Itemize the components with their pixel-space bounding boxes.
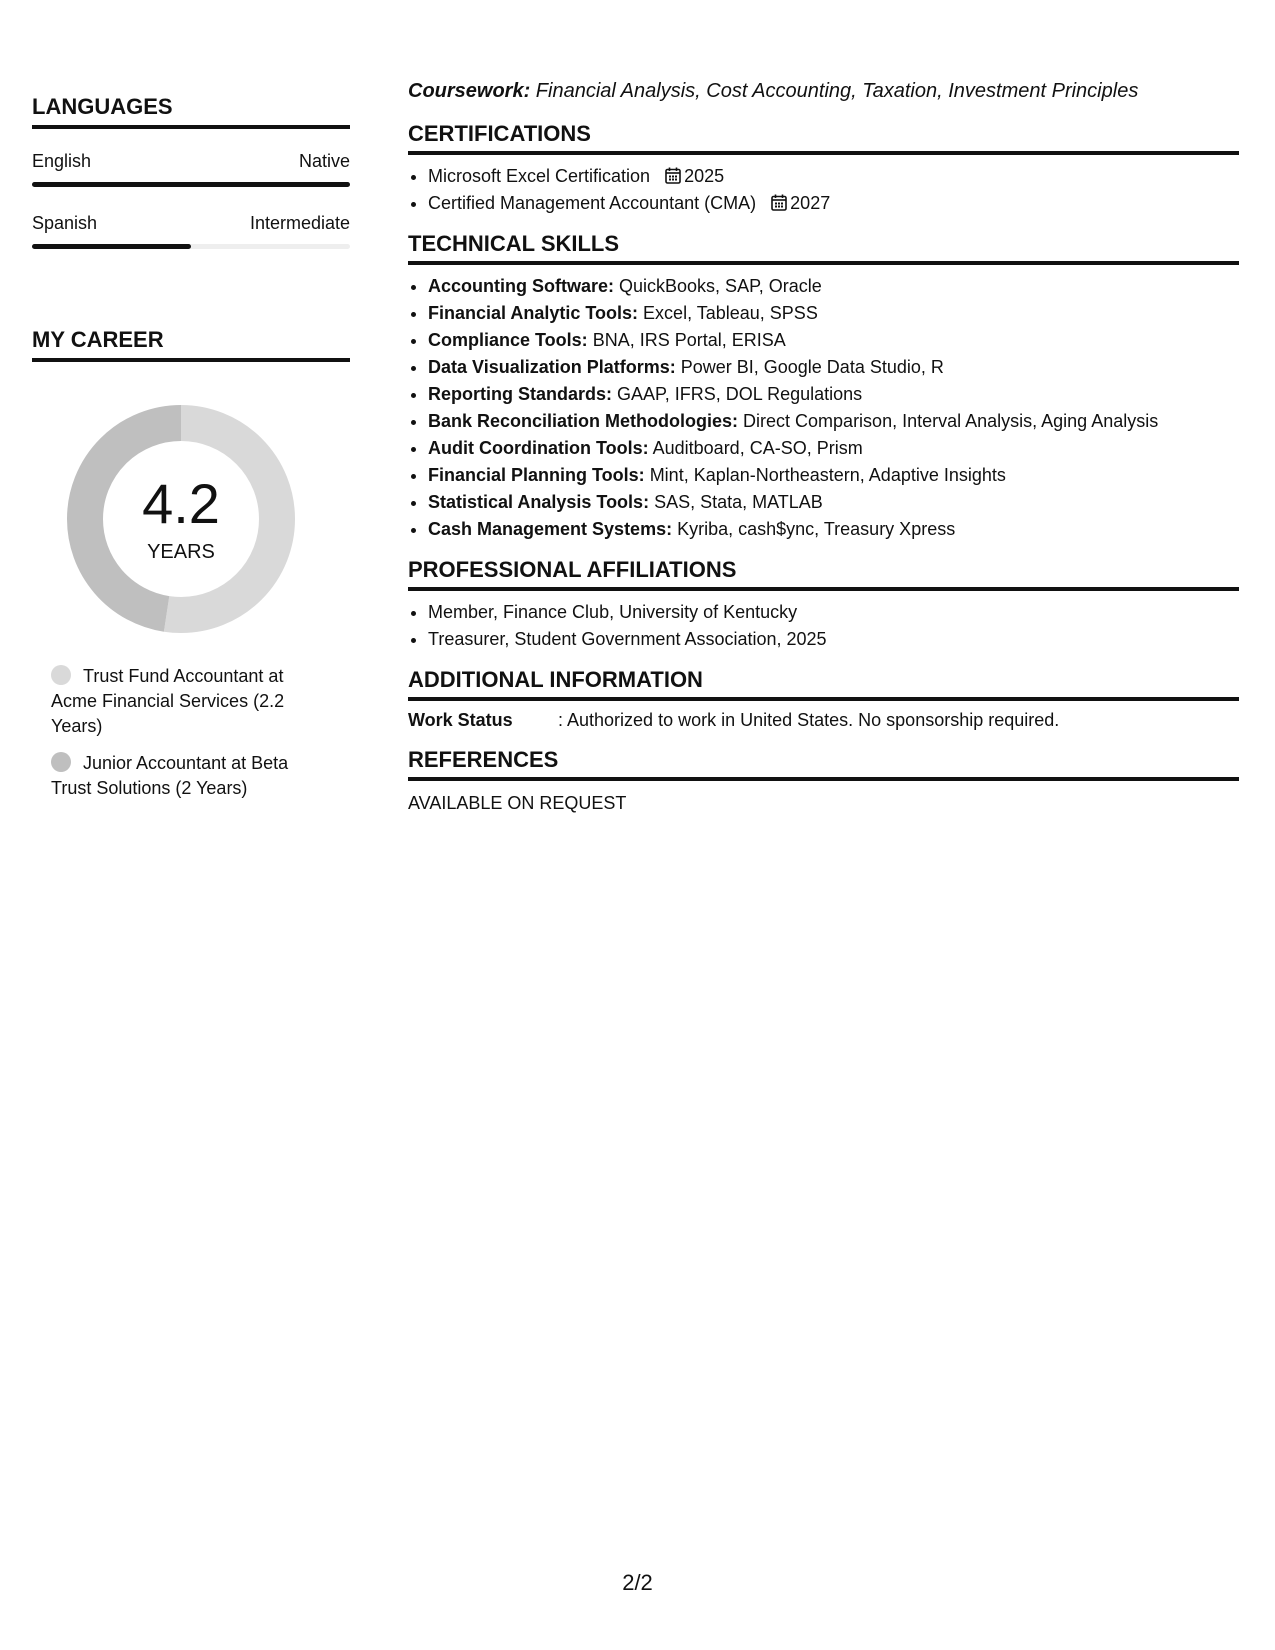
list-item	[428, 408, 1239, 435]
legend-swatch	[51, 665, 71, 685]
career-donut-chart	[66, 404, 296, 634]
right-column	[408, 80, 1239, 814]
career-heading: MY CAREER	[32, 327, 350, 362]
coursework-text: Financial Analysis, Cost Accounting, Taxation, Investment Principles	[530, 80, 1139, 102]
career-legend	[51, 664, 321, 801]
certifications-heading: CERTIFICATIONS	[408, 121, 1239, 155]
list-item	[428, 354, 1239, 381]
certification-year: 2027	[790, 193, 831, 213]
list-item	[428, 163, 1239, 190]
list-item: • Treasurer, Student Government Association, 2025	[428, 626, 1239, 653]
skill-label: Statistical Analysis Tools:	[428, 492, 650, 512]
skill-label: Compliance Tools:	[428, 330, 588, 350]
skill-label: Reporting Standards:	[428, 384, 613, 404]
career-total-value: 4.2	[142, 472, 220, 535]
skill-label: Financial Analytic Tools:	[428, 303, 639, 323]
calendar-icon	[771, 194, 787, 211]
legend-label: Junior Accountant at Beta Trust Solutions (2 Years)	[51, 753, 289, 798]
references-heading: REFERENCES	[408, 747, 1239, 781]
certification-name: Certified Management Accountant (CMA)	[428, 193, 757, 213]
language-name: English	[32, 151, 92, 171]
list-item	[428, 381, 1239, 408]
skill-value: BNA, IRS Portal, ERISA	[587, 330, 786, 350]
language-item-english	[32, 151, 350, 187]
technical-skills-list	[408, 273, 1239, 543]
list-item	[428, 327, 1239, 354]
skill-value: Excel, Tableau, SPSS	[638, 303, 818, 323]
list-item	[428, 190, 1239, 217]
language-proficiency-fill	[32, 244, 191, 249]
list-item	[428, 435, 1239, 462]
references-text: AVAILABLE ON REQUEST	[408, 793, 627, 813]
skill-value: Power BI, Google Data Studio, R	[675, 357, 944, 377]
skill-label: Accounting Software:	[428, 276, 615, 296]
language-proficiency-fill	[32, 182, 350, 187]
language-proficiency-bar	[32, 182, 350, 187]
certification-name: Microsoft Excel Certification	[428, 166, 651, 186]
list-item: • Member, Finance Club, University of Kentucky	[428, 599, 1239, 626]
technical-skills-heading: TECHNICAL SKILLS	[408, 231, 1239, 265]
coursework-label: Coursework:	[408, 80, 531, 102]
certifications-list	[408, 163, 1239, 217]
calendar-icon	[665, 167, 681, 184]
affiliations-heading: PROFESSIONAL AFFILIATIONS	[408, 557, 1239, 591]
list-item	[428, 462, 1239, 489]
language-level: Intermediate	[249, 213, 350, 233]
skill-value: Auditboard, CA-SO, Prism	[648, 438, 863, 458]
languages-heading: LANGUAGES	[32, 94, 350, 129]
legend-swatch	[51, 752, 71, 772]
skill-label: Data Visualization Platforms:	[428, 357, 676, 377]
additional-info-heading: ADDITIONAL INFORMATION	[408, 667, 1239, 701]
page-number: 2/2	[622, 1570, 653, 1595]
skill-value: QuickBooks, SAP, Oracle	[614, 276, 822, 296]
list-item	[428, 300, 1239, 327]
skill-value: Direct Comparison, Interval Analysis, Aging Analysis	[738, 411, 1159, 431]
skill-value: SAS, Stata, MATLAB	[649, 492, 823, 512]
work-status	[408, 710, 1239, 731]
language-item-spanish	[32, 213, 350, 249]
list-item	[428, 489, 1239, 516]
language-name: Spanish	[32, 213, 98, 233]
skill-value: Mint, Kaplan-Northeastern, Adaptive Insights	[644, 465, 1006, 485]
legend-item	[51, 664, 321, 739]
coursework	[408, 80, 1239, 103]
skill-value: Kyriba, cash$ync, Treasury Xpress	[672, 519, 956, 539]
career-total-unit: YEARS	[147, 541, 215, 563]
work-status-label: Work Status	[408, 710, 513, 730]
work-status-value: : Authorized to work in United States. No sponsorship required.	[558, 710, 1060, 730]
skill-label: Financial Planning Tools:	[428, 465, 645, 485]
language-level: Native	[298, 151, 350, 171]
legend-label: Trust Fund Accountant at Acme Financial Services (2.2 Years)	[51, 666, 285, 736]
left-column	[32, 94, 350, 813]
affiliations-list	[408, 599, 1239, 653]
skill-label: Audit Coordination Tools:	[428, 438, 649, 458]
skill-value: GAAP, IFRS, DOL Regulations	[612, 384, 863, 404]
language-proficiency-bar	[32, 244, 350, 249]
skill-label: Bank Reconciliation Methodologies:	[428, 411, 739, 431]
list-item	[428, 516, 1239, 543]
legend-item	[51, 751, 321, 801]
skill-label: Cash Management Systems:	[428, 519, 673, 539]
list-item	[428, 273, 1239, 300]
certification-year: 2025	[684, 166, 725, 186]
